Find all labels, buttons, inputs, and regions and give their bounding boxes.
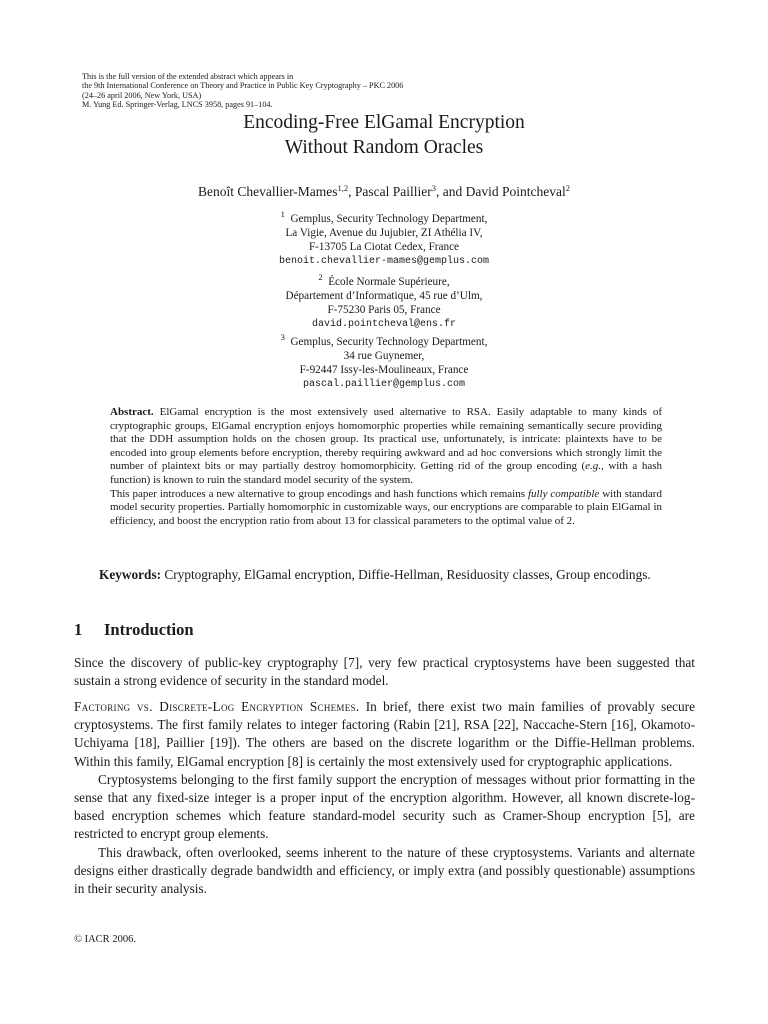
paragraph-text: Cryptosystems belonging to the first family support the encryption of messages without prior formatting in the sense that any fixed-size integer is a proper input of the encryption algorithm. However, all known discrete-log-based encryption schemes which feature standard-model security such as Cramer-Shoup encryption [5], are restricted to encrypt group elements.: [74, 771, 695, 842]
paragraph-text: This drawback, often overlooked, seems inherent to the nature of these cryptosystems. Variants and alternate designs either drastically degrade bandwidth and efficiency, or imply extra (and possibly questionable) assumptions in their security analysis.: [74, 844, 695, 897]
author-affiliation-mark: 2: [565, 183, 571, 193]
keywords: [99, 566, 674, 584]
abstract-text: This paper introduces a new alternative to group encodings and hash functions which remains: [110, 487, 528, 500]
abstract-paragraph: [110, 406, 662, 488]
affiliation-email: benoit.chevallier-mames@gemplus.com: [278, 255, 490, 267]
publication-note-line: This is the full version of the extended abstract which appears in: [82, 72, 294, 81]
keywords-text: Cryptography, ElGamal encryption, Diffie-Hellman, Residuosity classes, Group encodings.: [161, 567, 651, 582]
abstract: [110, 406, 662, 528]
paragraph-body: In brief, there exist two main families of provably secure cryptosystems. The first family relates to integer factoring (Rabin [21], RSA [22], Naccache-Stern [16], Okamoto-Uchiyama [18], Paillier [19]). The others are based on the discrete logarithm or the Diffie-Hellman problems. Within this family, ElGamal encryption [8] is certainly the most extensively used for cryptographic applications.: [74, 699, 695, 769]
paper-title-line: Encoding-Free ElGamal Encryption: [243, 112, 525, 133]
affiliation-line: Gemplus, Security Technology Department,: [290, 213, 488, 225]
paper-title: [0, 110, 768, 160]
author-name: David Pointcheval: [465, 184, 566, 199]
affiliation-line: École Normale Supérieure,: [328, 276, 450, 288]
author-separator: , and: [436, 184, 466, 199]
affiliation-block: [0, 209, 768, 269]
affiliation-line: 34 rue Guynemer,: [343, 350, 425, 363]
publication-note-line: (24–26 april 2006, New York, USA): [82, 90, 202, 100]
abstract-label: Abstract.: [110, 406, 154, 418]
publication-note-line: the 9th International Conference on Theory and Practice in Public Key Cryptography – PKC 2006: [82, 81, 404, 91]
affiliation-email: pascal.paillier@gemplus.com: [302, 378, 466, 390]
affiliation-line: F-75230 Paris 05, France: [327, 304, 441, 317]
publication-note-line: M. Yung Ed. Springer-Verlag, LNCS 3958, pages 91–104.: [82, 100, 273, 110]
abstract-text: ElGamal encryption is the most extensively used alternative to RSA. Easily adaptable to many kinds of cryptographic groups, ElGamal encryption enjoys homomorphic properties while remaining semantically secure providing that the DDH assumption holds on the chosen group. Its practical use, unfortunately, is intricate: plaintexts have to be encoded into group elements before encryption, thereby requiring awkward and ad hoc conversions which strongly limit the number of plaintext bits or may partially destroy homomorphicity. Getting rid of the group encoding (: [110, 406, 662, 473]
affiliation-block: [0, 332, 768, 392]
section-title: Introduction: [104, 620, 194, 639]
affiliation-block: [0, 272, 768, 332]
affiliation-line: Département d’Informatique, 45 rue d’Ulm,: [285, 290, 483, 303]
affiliation-line: La Vigie, Avenue du Jujubier, ZI Athélia IV,: [285, 227, 483, 240]
copyright-notice: © IACR 2006.: [74, 934, 136, 945]
affiliation-number: 3: [280, 332, 285, 342]
affiliation-number: 1: [280, 209, 285, 219]
author-name: Pascal Paillier: [354, 184, 432, 199]
paragraph-lead: Factoring vs. Discrete-Log Encryption Schemes.: [74, 699, 360, 714]
affiliation-email: david.pointcheval@ens.fr: [311, 318, 457, 330]
section-heading: [74, 620, 194, 640]
publication-note: [82, 72, 642, 110]
abstract-emphasis: e.g.: [585, 460, 602, 473]
affiliation-line: F-92447 Issy-les-Moulineaux, France: [299, 364, 469, 377]
paragraph-text: Since the discovery of public-key cryptography [7], very few practical cryptosystems have been suggested that sustain a strong evidence of security in the standard model.: [74, 655, 695, 689]
intro-paragraph: [74, 654, 695, 690]
affiliation-number: 2: [318, 272, 323, 282]
author-affiliation-mark: 1,2: [337, 183, 349, 193]
author-affiliation-mark: 3: [431, 183, 437, 193]
abstract-text: with standard model security properties. Partially homomorphic in customizable ways, our encryptions are comparable to plain ElGamal in efficiency, and boost the encryption ratio from about 13 for classical parameters to the optimal value of 2.: [110, 487, 662, 527]
affiliation-line: Gemplus, Security Technology Department,: [290, 336, 488, 348]
abstract-paragraph: [110, 488, 662, 529]
abstract-text: , with a hash function) is known to ruin the standard model security of the system.: [110, 460, 663, 486]
author-separator: ,: [348, 184, 355, 199]
intro-paragraph-group: [74, 698, 695, 898]
affiliation-line: F-13705 La Ciotat Cedex, France: [308, 241, 460, 254]
paper-title-line: Without Random Oracles: [284, 137, 484, 158]
abstract-emphasis: fully compatible: [527, 487, 600, 500]
keywords-label: Keywords:: [99, 567, 162, 582]
author-list: [0, 183, 768, 201]
author-name: Benoît Chevallier-Mames: [197, 184, 338, 199]
paragraph-text: [74, 698, 695, 771]
section-number: 1: [74, 620, 83, 639]
